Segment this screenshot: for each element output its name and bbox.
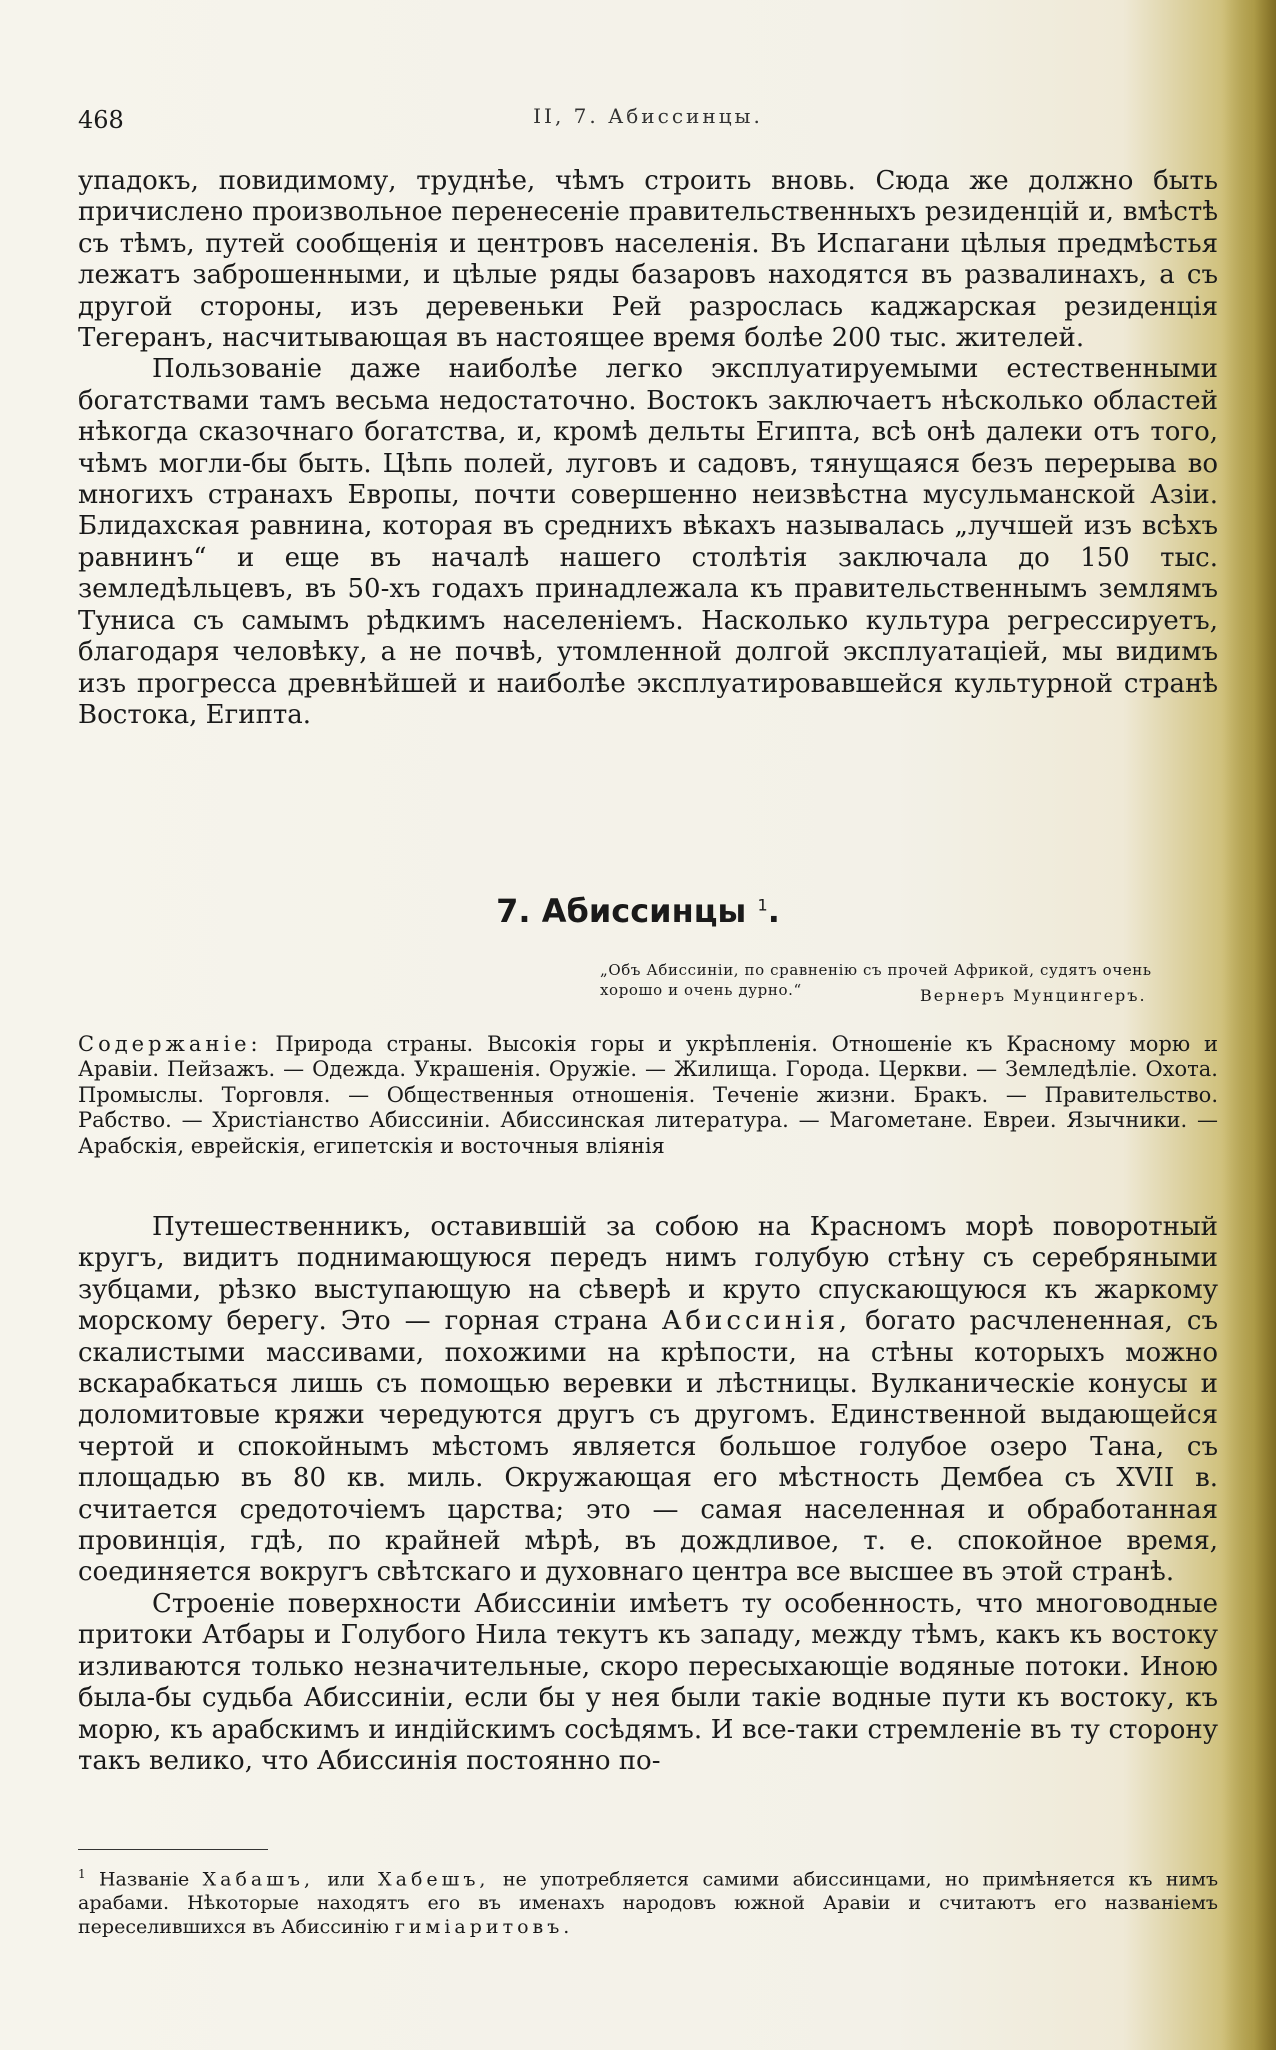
page-edge-shadow bbox=[1221, 0, 1276, 2050]
chapter-contents bbox=[78, 1032, 1218, 1159]
footnote-text: не употребляется самими абиссинцами, но примѣняется къ нимъ арабами. Нѣкоторые находятъ его въ именахъ народовъ южной Аравiи и считаютъ его названiемъ переселившихся въ Абиссинiю bbox=[78, 1868, 1219, 1939]
epigraph: „Объ Абиссинiи, по сравненiю съ прочей Африкой, судятъ очень хорошо и очень дурно.“ bbox=[600, 961, 1152, 999]
page-header bbox=[78, 100, 1218, 140]
footnote-text: или bbox=[327, 1868, 365, 1891]
footnote-text: Названiе bbox=[98, 1868, 190, 1891]
paragraph: Строенiе поверхности Абиссинiи имѣетъ ту особенность, что многоводные притоки Атбары и Голубого Нила текутъ къ западу, между тѣмъ, какъ къ востоку изливаются только незначительные, скоро пересыхающiе водяные потоки. Иною была-бы судьба Абиссинiи, если бы у нея были такiе водные пути къ востоку, къ морю, къ арабскимъ и индiйскимъ сосѣдямъ. И все-таки стремленiе въ ту сторону такъ велико, что Абиссинiя постоянно по- bbox=[78, 1588, 1218, 1776]
paragraph-text: Путешественникъ, оставившiй за собою на Красномъ морѣ поворотный кругъ, видитъ поднимающуюся передъ нимъ голубую стѣну съ серебряными зубцами, рѣзко выступающую на сѣверѣ и круто спускающуюся къ жаркому морскому берегу. Это — горная страна bbox=[78, 1212, 1218, 1337]
emphasized-term: гимiаритовъ. bbox=[394, 1916, 574, 1939]
contents-label: Содержанiе: bbox=[78, 1032, 262, 1056]
footnote-reference[interactable]: 1 bbox=[757, 895, 768, 915]
emphasized-term: Хабашъ, bbox=[202, 1868, 315, 1891]
text-block-chapter bbox=[78, 1212, 1218, 1777]
epigraph-author: Вернеръ Мунцингеръ. bbox=[920, 986, 1147, 1005]
running-head: II, 7. Абиссинцы. bbox=[533, 104, 763, 128]
footnote-mark: 1 bbox=[78, 1867, 86, 1881]
chapter-title-period: . bbox=[767, 892, 780, 930]
footnote-divider bbox=[78, 1849, 268, 1850]
emphasized-term: Абиссинiя, bbox=[661, 1306, 852, 1337]
page-number: 468 bbox=[78, 106, 124, 134]
emphasized-term: Хабешъ, bbox=[378, 1868, 490, 1891]
contents-text: Природа страны. Высокiя горы и укрѣпленiя. Отношенiе къ Красному морю и Аравiи. Пейзажъ. — Одежда. Украшенiя. Оружiе. — Жилища. Города. Церкви. — Земледѣлiе. Охота. Промыслы. Торговля. — Общественныя отношенiя. Теченiе жизни. Бракъ. — Правительство. Рабство. — Христiанство Абиссинiи. Абиссинская литература. — Магометане. Евреи. Язычники. — Арабскiя, еврейскiя, египетскiя и восточныя влiянiя bbox=[78, 1032, 1218, 1158]
chapter-title bbox=[0, 892, 1276, 930]
paragraph: упадокъ, повидимому, труднѣе, чѣмъ строить вновь. Сюда же должно быть причислено произвольное перенесенiе правительственныхъ резиденцiй и, вмѣстѣ съ тѣмъ, путей сообщенiя и центровъ населенiя. Въ Испагани цѣлыя предмѣстья лежатъ заброшенными, и цѣлые ряды базаровъ находятся въ развалинахъ, а съ другой стороны, изъ деревеньки Рей разрослась каджарская резиденцiя Тегеранъ, насчитывающая въ настоящее время болѣе 200 тыс. жителей. bbox=[78, 166, 1218, 354]
paragraph bbox=[78, 1212, 1218, 1589]
paragraph: Пользованiе даже наиболѣе легко эксплуатируемыми естественными богатствами тамъ весьма недостаточно. Востокъ заключаетъ нѣсколько областей нѣкогда сказочнаго богатства, и, кромѣ дельты Египта, всѣ онѣ далеки отъ того, чѣмъ могли-бы быть. Цѣпь полей, луговъ и садовъ, тянущаяся безъ перерыва во многихъ странахъ Европы, почти совершенно неизвѣстна мусульманской Азiи. Блидахская равнина, которая въ среднихъ вѣкахъ называлась „лучшей изъ всѣхъ равнинъ“ и еще въ началѣ нашего столѣтiя заключала до 150 тыс. земледѣльцевъ, въ 50-хъ годахъ принадлежала къ правительственнымъ землямъ Туниса съ самымъ рѣдкимъ населенiемъ. Насколько культура регрессируетъ, благодаря человѣку, а не почвѣ, утомленной долгой эксплуатацiей, мы видимъ изъ прогресса древнѣйшей и наиболѣе эксплуатировавшейся культурной странѣ Востока, Египта. bbox=[78, 354, 1218, 730]
text-block-top bbox=[78, 166, 1218, 731]
paragraph-text: богато расчлененная, съ скалистыми массивами, похожими на крѣпости, на стѣны которыхъ можно вскарабкаться лишь съ помощью веревки и лѣстницы. Вулканическiе конусы и доломитовые кряжи чередуются другъ съ другомъ. Единственной выдающейся чертой и спокойнымъ мѣстомъ является большое голубое озеро Тана, съ площадью въ 80 кв. миль. Окружающая его мѣстность Дембеа съ XVII в. считается средоточiемъ царства; это — самая населенная и обработанная провинцiя, гдѣ, по крайней мѣрѣ, въ дождливое, т. е. спокойное время, соединяется вокругъ свѣтскаго и духовнаго центра все высшее въ этой странѣ. bbox=[78, 1306, 1219, 1588]
chapter-title-text: 7. Абиссинцы bbox=[496, 892, 747, 930]
footnote bbox=[78, 1862, 1218, 1939]
